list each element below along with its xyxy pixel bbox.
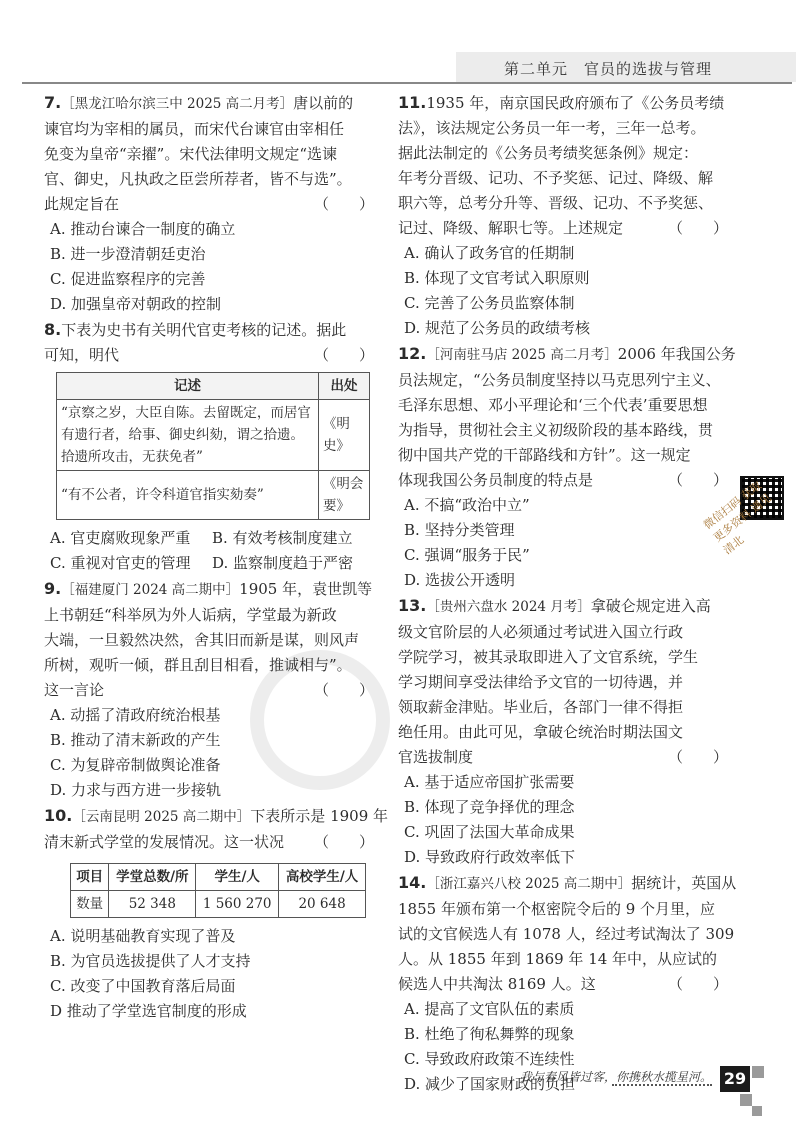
- question-stem-text: 1935 年，南京国民政府颁布了《公务员考绩: [426, 94, 725, 112]
- table-row: [57, 400, 370, 471]
- option: B. 有效考核制度建立: [212, 529, 353, 547]
- question-stem-text: 下表所示是 1909 年: [250, 807, 389, 825]
- table-cell: “京察之岁，大臣自陈。去留既定，而居官有遗行者，给事、御史纠劾，谓之拾遗。拾遗所攻击，无获免者”: [57, 400, 319, 471]
- question-stem-text: 所树，观听一倾，群且刮目相看，推诚相与”。: [44, 656, 352, 674]
- question-stem-line: [44, 803, 389, 830]
- page-number: 29: [720, 1066, 750, 1092]
- question-stem-text: 毛泽东思想、邓小平理论和‘三个代表’重要思想: [398, 396, 708, 414]
- option: C. 强调“服务于民”: [404, 546, 530, 564]
- option: D. 加强皇帝对朝政的控制: [50, 295, 222, 313]
- table-cell: 1 560 270: [196, 891, 279, 918]
- question-stem-line: [44, 830, 374, 855]
- question-stem-text: 拿破仑规定进入高: [590, 597, 711, 615]
- question-stem-text: 此规定旨在: [44, 195, 120, 213]
- question-source: ［贵州六盘水 2024 月考］: [426, 599, 591, 615]
- table-header-cell: 出处: [318, 373, 369, 400]
- option: B. 坚持分类管理: [404, 521, 515, 539]
- question-stem-text: 唐以前的: [293, 94, 354, 112]
- side-note: 微信扫码 获取更多资料 遇见清北: [701, 478, 774, 558]
- table-cell: 52 348: [109, 891, 196, 918]
- question-stem-line: [398, 670, 728, 695]
- table-header-cell: 记述: [57, 373, 319, 400]
- option: A. 确认了政务官的任期制: [404, 244, 575, 262]
- answer-blank: （ ）: [313, 833, 374, 851]
- question-stem-line: [398, 593, 728, 620]
- option: A. 不搞“政治中立”: [404, 496, 530, 514]
- question-stem-line: [44, 678, 374, 703]
- question-stem-text: 记过、降级、解职七等。上述规定: [398, 219, 624, 237]
- question-stem-text: 上书朝廷“科举夙为外人诟病，学堂最为新政: [44, 606, 337, 624]
- option: C. 改变了中国教育落后局面: [50, 977, 236, 995]
- table-header-cell: 高校学生/人: [279, 864, 366, 891]
- question-number: 8.: [44, 320, 62, 339]
- table-cell: 数量: [71, 891, 109, 918]
- footer-motto: 我与春风皆过客，你携秋水揽星河。: [520, 1070, 713, 1084]
- answer-blank: （ ）: [667, 748, 728, 766]
- decor-square: [752, 1106, 762, 1116]
- answer-blank: （ ）: [313, 195, 374, 213]
- question-block: [398, 341, 736, 593]
- question-stem-text: 法》，该法规定公务员一年一考，三年一总考。: [398, 119, 706, 137]
- answer-blank: （ ）: [667, 471, 728, 489]
- question-stem-text: 绝任用。由此可见，拿破仑统治时期法国文: [398, 723, 684, 741]
- question-stem-line: [398, 468, 728, 493]
- question-stem-text: 大端，一旦毅然决然，舍其旧而新是谋，则风声: [44, 631, 360, 649]
- question-stem-text: 这一言论: [44, 681, 105, 699]
- question-stem-line: [44, 117, 374, 142]
- option: D. 监察制度趋于严密: [212, 554, 354, 572]
- question-stem-line: [398, 645, 728, 670]
- option: A. 动摇了清政府统治根基: [50, 706, 221, 724]
- question-stem-line: [44, 192, 374, 217]
- question-block: [44, 803, 389, 1024]
- option: C. 促进监察程序的完善: [50, 270, 206, 288]
- table-cell: “有不公者，许令科道官指实劾奏”: [57, 471, 319, 520]
- data-table: [70, 863, 366, 918]
- question-number: 11.: [398, 93, 427, 112]
- footer-dotted-rule: [612, 1084, 712, 1086]
- question-stem-line: [44, 603, 374, 628]
- question-stem-line: [398, 418, 728, 443]
- question-stem-text: 年考分晋级、记功、不予奖惩、记过、降级、解: [398, 169, 714, 187]
- option: C. 巩固了法国大革命成果: [404, 823, 575, 841]
- option: A. 基于适应帝国扩张需要: [404, 773, 575, 791]
- table-header-cell: 学生/人: [196, 864, 279, 891]
- table-cell: 《明史》: [318, 400, 369, 471]
- question-stem-line: [44, 576, 374, 603]
- question-source: ［浙江嘉兴八校 2025 高二期中］: [426, 876, 632, 892]
- question-stem-text: 职六等，总考分升等、晋级、记功、不予奖惩、: [398, 194, 714, 212]
- question-stem-text: 官选拔制度: [398, 748, 474, 766]
- question-stem-line: [398, 972, 728, 997]
- option: A. 说明基础教育实现了普及: [50, 927, 236, 945]
- question-stem-line: [398, 870, 737, 897]
- question-stem-line: [44, 317, 374, 343]
- question-source: ［福建厦门 2024 高二期中］: [61, 582, 240, 598]
- decor-square: [752, 1066, 764, 1078]
- option: B. 为官员选拔提供了人才支持: [50, 952, 251, 970]
- question-stem-text: 学习期间享受法律给予文官的一切待遇，并: [398, 673, 684, 691]
- question-number: 14.: [398, 873, 427, 892]
- table-header-cell: 项目: [71, 864, 109, 891]
- question-block: [398, 90, 728, 341]
- option: B. 体现了文官考试入职原则: [404, 269, 590, 287]
- question-stem-line: [398, 90, 728, 116]
- option-row: [44, 551, 374, 576]
- question-stem-text: 2006 年我国公务: [617, 345, 736, 363]
- question-stem-line: [398, 368, 728, 393]
- question-block: [44, 90, 374, 317]
- question-block: [44, 576, 374, 803]
- question-stem-text: 领取薪金津贴。毕业后，各部门一律不得拒: [398, 698, 684, 716]
- question-source: ［云南昆明 2025 高二期中］: [72, 809, 251, 825]
- question-stem-text: 清末新式学堂的发展情况。这一状况: [44, 833, 285, 851]
- question-stem-line: [398, 922, 735, 947]
- option: C. 完善了公务员监察体制: [404, 294, 575, 312]
- question-stem-text: 级文官阶层的人必须通过考试进入国立行政: [398, 623, 684, 641]
- table-row: [57, 471, 370, 520]
- question-stem-line: [44, 90, 374, 117]
- option: D. 导致政府行政效率低下: [404, 848, 576, 866]
- question-stem-text: 1905 年，袁世凯等: [239, 580, 373, 598]
- question-stem-text: 体现我国公务员制度的特点是: [398, 471, 594, 489]
- question-stem-text: 为指导，贯彻社会主义初级阶段的基本路线，贯: [398, 421, 714, 439]
- option: B. 杜绝了徇私舞弊的现象: [404, 1025, 575, 1043]
- question-source: ［黑龙江哈尔滨三中 2025 高二月考］: [61, 96, 294, 112]
- table-header-cell: 学堂总数/所: [109, 864, 196, 891]
- question-stem-line: [44, 653, 374, 678]
- question-stem-line: [398, 393, 728, 418]
- question-number: 10.: [44, 806, 73, 825]
- question-stem-text: 下表为史书有关明代官吏考核的记述。据此: [61, 321, 347, 339]
- question-stem-line: [398, 341, 736, 368]
- question-stem-line: [398, 443, 728, 468]
- question-stem-text: 人。从 1855 年到 1869 年 14 年中，从应试的: [398, 950, 718, 968]
- question-stem-text: 官、御史，凡执政之臣尝所荐者，皆不与选”。: [44, 170, 352, 188]
- question-block: [44, 317, 374, 576]
- answer-blank: （ ）: [313, 681, 374, 699]
- table-cell: 《明会要》: [318, 471, 369, 520]
- option: A. 官吏腐败现象严重: [50, 529, 191, 547]
- question-stem-line: [44, 142, 374, 167]
- option: A. 提高了文官队伍的素质: [404, 1000, 575, 1018]
- option: D. 力求与西方进一步接轨: [50, 781, 222, 799]
- table-row: [71, 891, 366, 918]
- question-stem-line: [398, 947, 728, 972]
- option: C. 为复辟帝制做舆论准备: [50, 756, 221, 774]
- answer-blank: （ ）: [667, 219, 728, 237]
- option: D. 减少了国家财政的负担: [404, 1075, 576, 1093]
- question-stem-text: 候选人中共淘汰 8169 人。这: [398, 975, 596, 993]
- question-stem-line: [398, 897, 728, 922]
- data-table: [56, 372, 370, 520]
- header-divider: [22, 82, 792, 84]
- question-stem-line: [44, 167, 374, 192]
- question-stem-line: [44, 343, 374, 368]
- option: B. 体现了竞争择优的理念: [404, 798, 575, 816]
- decor-square: [740, 1094, 752, 1106]
- question-block: [398, 593, 728, 870]
- question-stem-line: [398, 620, 728, 645]
- question-stem-line: [398, 166, 728, 191]
- question-number: 13.: [398, 596, 427, 615]
- option: B. 推动了清末新政的产生: [50, 731, 221, 749]
- option: C. 重视对官吏的管理: [50, 554, 191, 572]
- question-number: 7.: [44, 93, 62, 112]
- unit-header: 第二单元 官员的选拔与管理: [503, 60, 712, 78]
- question-stem-text: 免变为皇帝“亲擢”。宋代法律明文规定“选谏: [44, 145, 338, 163]
- answer-blank: （ ）: [667, 975, 728, 993]
- question-number: 9.: [44, 579, 62, 598]
- question-stem-line: [398, 720, 728, 745]
- question-stem-line: [398, 141, 728, 166]
- question-stem-line: [398, 745, 728, 770]
- question-stem-text: 据此法制定的《公务员考绩奖惩条例》规定：: [398, 144, 699, 162]
- option: D. 选拔公开透明: [404, 571, 516, 589]
- question-source: ［河南驻马店 2025 高二月考］: [426, 347, 618, 363]
- option: D 推动了学堂选官制度的形成: [50, 1002, 247, 1020]
- option: A. 推动台谏合一制度的确立: [50, 220, 236, 238]
- question-stem-text: 据统计，英国从: [631, 874, 737, 892]
- option: B. 进一步澄清朝廷吏治: [50, 245, 206, 263]
- question-stem-text: 彻中国共产党的干部路线和方针”。这一规定: [398, 446, 691, 464]
- question-stem-text: 可知，明代: [44, 346, 120, 364]
- question-stem-line: [398, 695, 728, 720]
- question-stem-line: [398, 216, 728, 241]
- question-number: 12.: [398, 344, 427, 363]
- answer-blank: （ ）: [313, 346, 374, 364]
- left-column: [44, 90, 389, 1024]
- question-stem-text: 试的文官候选人有 1078 人，经过考试淘汰了 309: [398, 925, 735, 943]
- option: C. 导致政府政策不连续性: [404, 1050, 575, 1068]
- question-stem-text: 员法规定，“公务员制度坚持以马克思列宁主义、: [398, 371, 721, 389]
- question-stem-text: 1855 年颁布第一个枢密院令后的 9 个月里，应: [398, 900, 716, 918]
- question-stem-text: 谏官均为宰相的属员，而宋代台谏官由宰相任: [44, 120, 345, 138]
- question-stem-text: 学院学习，被其录取即进入了文官系统，学生: [398, 648, 699, 666]
- table-cell: 20 648: [279, 891, 366, 918]
- question-stem-line: [398, 116, 728, 141]
- option-row: [44, 526, 374, 551]
- question-stem-line: [44, 628, 374, 653]
- question-stem-line: [398, 191, 728, 216]
- option: D. 规范了公务员的政绩考核: [404, 319, 591, 337]
